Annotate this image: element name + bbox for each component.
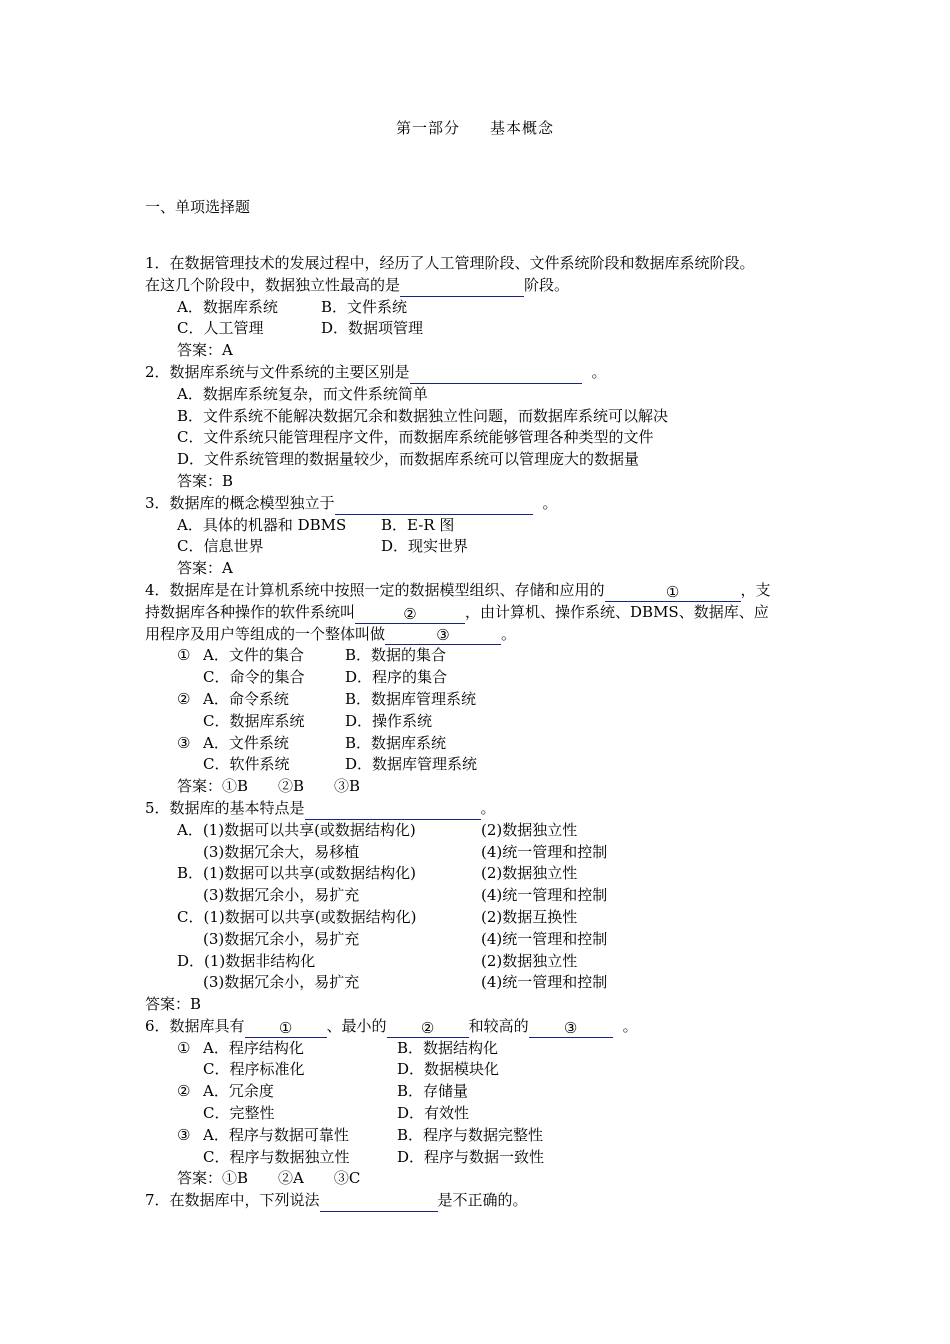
q6-g3-option-b: B．程序与数据完整性 bbox=[397, 1125, 544, 1144]
q4-answer: 答案：①B ②B ③B bbox=[177, 777, 361, 796]
q3-blank bbox=[335, 496, 533, 515]
q2-option-c: C．文件系统只能管理程序文件，而数据库系统能够管理各种类型的文件 bbox=[177, 428, 654, 447]
page-title bbox=[0, 117, 950, 138]
q4-group2-ab: ② A．命令系统 B．数据库管理系统 bbox=[145, 689, 825, 711]
q6-g3-option-c: C．程序与数据独立性 bbox=[203, 1147, 350, 1166]
q1-stem-line1: 1．在数据管理技术的发展过程中，经历了人工管理阶段、文件系统阶段和数据库系统阶段。 bbox=[145, 254, 755, 272]
q1-options-ab bbox=[145, 297, 825, 319]
q6-g1-option-b: B．数据结构化 bbox=[397, 1038, 499, 1057]
q3-option-b: B．E-R 图 bbox=[381, 515, 455, 534]
question-list bbox=[145, 253, 825, 1212]
q3-option-a: A．具体的机器和 DBMS bbox=[177, 515, 347, 534]
q1-option-c: C．人工管理 bbox=[177, 319, 264, 338]
q3-option-c: C．信息世界 bbox=[177, 537, 264, 556]
q4-group3-ab: ③ A．文件系统 B．数据库系统 bbox=[145, 733, 825, 755]
q3-option-d: D．现实世界 bbox=[381, 537, 469, 556]
q3-options-ab bbox=[145, 515, 825, 537]
q5-option-d-2: (3)数据冗余小，易扩充 (4)统一管理和控制 bbox=[203, 973, 608, 992]
q4-group3-cd bbox=[145, 754, 825, 776]
q4-g1-option-b: B．数据的集合 bbox=[345, 646, 447, 665]
q5-option-a-2: (3)数据冗余大，易移植 (4)统一管理和控制 bbox=[203, 842, 608, 861]
q4-g3-option-b: B．数据库系统 bbox=[345, 733, 447, 752]
title-name: 基本概念 bbox=[490, 119, 555, 137]
q4-g3-option-a: A．文件系统 bbox=[203, 733, 289, 752]
q4-group2-cd bbox=[145, 711, 825, 733]
q6-blank-3: ③ bbox=[529, 1019, 613, 1038]
q2-option-a: A．数据库系统复杂，而文件系统简单 bbox=[177, 384, 428, 403]
q6-g3-option-a: A．程序与数据可靠性 bbox=[203, 1125, 349, 1144]
q6-group3-ab: ③ A．程序与数据可靠性 B．程序与数据完整性 bbox=[145, 1125, 825, 1147]
q1-options-cd bbox=[145, 318, 825, 340]
q5-answer: 答案：B bbox=[145, 995, 202, 1014]
q6-answer: 答案：①B ②A ③C bbox=[177, 1169, 361, 1188]
q6-stem: 6．数据库具有 ① 、最小的 ② 和较高的 ③ 。 bbox=[145, 1016, 638, 1037]
q6-group1-cd bbox=[145, 1059, 825, 1081]
q1-answer: 答案：A bbox=[177, 341, 233, 360]
q4-stem-line2: 持数据库各种操作的软件系统叫 ② ，由计算机、操作系统、DBMS、数据库、应 bbox=[145, 602, 769, 623]
q4-group1-cd bbox=[145, 667, 825, 689]
q7-stem: 7．在数据库中，下列说法 是不正确的。 bbox=[145, 1190, 825, 1212]
q6-g1-option-d: D．数据模块化 bbox=[397, 1060, 500, 1079]
q6-g3-option-d: D．程序与数据一致性 bbox=[397, 1147, 545, 1166]
q4-g3-option-c: C．软件系统 bbox=[203, 755, 290, 774]
q5-option-c-2: (3)数据冗余小，易扩充 (4)统一管理和控制 bbox=[203, 929, 608, 948]
q5-option-b-2: (3)数据冗余小，易扩充 (4)统一管理和控制 bbox=[203, 886, 608, 905]
q6-g1-option-c: C．程序标准化 bbox=[203, 1060, 305, 1079]
q6-group2-ab: ② A．冗余度 B．存储量 bbox=[145, 1081, 825, 1103]
q4-g3-option-d: D．数据库管理系统 bbox=[345, 755, 478, 774]
q4-stem-line3: 用程序及用户等组成的一个整体叫做 ③ 。 bbox=[145, 624, 517, 645]
q2-stem: 2．数据库系统与文件系统的主要区别是 。 bbox=[145, 362, 825, 384]
q5-option-a-1: A．(1)数据可以共享(或数据结构化) (2)数据独立性 bbox=[177, 820, 578, 839]
q6-g1-option-a: A．程序结构化 bbox=[203, 1038, 304, 1057]
title-part: 第一部分 bbox=[395, 119, 460, 137]
q2-option-d: D．文件系统管理的数据量较少，而数据库系统可以管理庞大的数据量 bbox=[177, 450, 640, 469]
q4-g1-option-a: A．文件的集合 bbox=[203, 646, 304, 665]
q1-blank bbox=[400, 278, 524, 297]
q4-g1-option-c: C．命令的集合 bbox=[203, 668, 305, 687]
q2-option-b: B．文件系统不能解决数据冗余和数据独立性问题，而数据库系统可以解决 bbox=[177, 406, 669, 425]
q4-g2-option-b: B．数据库管理系统 bbox=[345, 689, 477, 708]
q6-group1-ab: ① A．程序结构化 B．数据结构化 bbox=[145, 1038, 825, 1060]
q1-stem-line2: 在这几个阶段中，数据独立性最高的是 阶段。 bbox=[145, 275, 825, 297]
q1-option-d: D．数据项管理 bbox=[321, 319, 424, 338]
q3-stem: 3．数据库的概念模型独立于 。 bbox=[145, 493, 825, 515]
q3-options-cd bbox=[145, 536, 825, 558]
q5-blank bbox=[305, 801, 481, 820]
q5-option-b-1: B．(1)数据可以共享(或数据结构化) (2)数据独立性 bbox=[177, 864, 578, 883]
q6-g2-option-a: A．冗余度 bbox=[203, 1082, 274, 1101]
q5-stem: 5．数据库的基本特点是 。 bbox=[145, 798, 825, 820]
q4-group1-ab: ① A．文件的集合 B．数据的集合 bbox=[145, 645, 825, 667]
q7-blank bbox=[320, 1193, 438, 1212]
q5-option-c-1: C．(1)数据可以共享(或数据结构化) (2)数据互换性 bbox=[177, 907, 578, 926]
q4-g2-option-c: C．数据库系统 bbox=[203, 711, 305, 730]
q4-blank-1: ① bbox=[605, 583, 741, 602]
q4-g2-option-a: A．命令系统 bbox=[203, 689, 289, 708]
q6-g2-option-d: D．有效性 bbox=[397, 1104, 470, 1123]
q6-blank-1: ① bbox=[245, 1019, 327, 1038]
q1-option-a: A．数据库系统 bbox=[177, 297, 278, 316]
q6-g2-option-b: B．存储量 bbox=[397, 1082, 469, 1101]
q4-stem-line1: 4．数据库是在计算机系统中按照一定的数据模型组织、存储和应用的 ① ，支 bbox=[145, 580, 771, 601]
q1-option-b: B．文件系统 bbox=[321, 297, 408, 316]
q5-option-d-1: D．(1)数据非结构化 (2)数据独立性 bbox=[177, 951, 578, 970]
q4-blank-3: ③ bbox=[385, 626, 501, 645]
q4-g1-option-d: D．程序的集合 bbox=[345, 668, 448, 687]
q2-blank bbox=[410, 365, 582, 384]
q3-answer: 答案：A bbox=[177, 559, 233, 578]
q4-g2-option-d: D．操作系统 bbox=[345, 711, 433, 730]
q6-group3-cd bbox=[145, 1147, 825, 1169]
q6-blank-2: ② bbox=[387, 1019, 469, 1038]
q2-answer: 答案：B bbox=[177, 471, 234, 490]
q4-blank-2: ② bbox=[355, 605, 465, 624]
q6-g2-option-c: C．完整性 bbox=[203, 1104, 275, 1123]
section-heading: 一、单项选择题 bbox=[145, 198, 251, 216]
q6-group2-cd bbox=[145, 1103, 825, 1125]
